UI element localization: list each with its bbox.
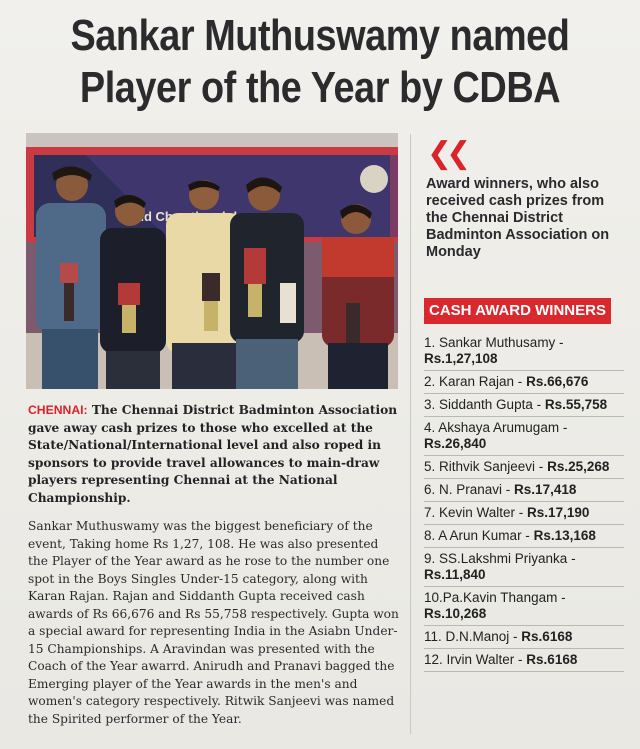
banner-text: Cha <box>155 209 181 224</box>
award-winners-photo <box>26 133 398 389</box>
winner-name: 1. Sankar Muthusamy - <box>424 335 564 350</box>
photo-caption: Award winners, who also received cash prizes from the Chennai District Badminton Association on Monday <box>426 176 610 260</box>
winner-amount: Rs.55,758 <box>544 397 608 412</box>
list-item <box>424 626 624 649</box>
cash-award-winners-header: CASH AWARD WINNERS <box>424 298 611 324</box>
winner-name: 4. Akshaya Arumugam - <box>424 420 568 435</box>
winner-name: 11. D.N.Manoj - <box>424 629 518 644</box>
list-item <box>424 371 624 394</box>
headline <box>45 10 595 114</box>
winner-amount: Rs.1,27,108 <box>424 351 498 366</box>
dateline: CHENNAI: <box>28 403 88 417</box>
article-body: Sankar Muthuswamy was the biggest beneficiary of the event, Taking home Rs 1,27, 108. He was also presented the Player of the Year award as he rose to the number one spot in the Boys Singles Under-15 category, along with Karan Rajan. Rajan and Siddanth Gupta received cash awards of Rs 66,676 and Rs 55,758 respectively. Gupta won a special award for representing India in the Asiabn Under-15 Championships. A Aravindan was presented with the Coach of the Year awarrd. Anirudh and Pranavi bagged the Emerging player of the Year awards in the men's and women's category respectively. Ritwik Sanjeevi was named the Spirited performer of the Year. <box>28 519 399 726</box>
list-item <box>424 479 624 502</box>
list-item <box>424 394 624 417</box>
winner-amount: Rs.66,676 <box>526 374 589 389</box>
winner-amount: Rs.13,168 <box>533 528 596 543</box>
list-item <box>424 502 624 525</box>
headline-line-1: Sankar Muthuswamy named <box>70 11 570 60</box>
winner-amount: Rs.17,418 <box>514 482 577 497</box>
list-item <box>424 649 624 672</box>
winner-amount: Rs.11,840 <box>424 567 486 582</box>
winner-name: 5. Rithvik Sanjeevi - <box>424 459 544 474</box>
list-item <box>424 456 624 479</box>
winner-name: 12. Irvin Walter - <box>424 652 523 667</box>
winner-name: 8. A Arun Kumar - <box>424 528 530 543</box>
headline-line-2: Player of the Year by CDBA <box>79 63 561 112</box>
lead-text: The Chennai District Badminton Association gave away cash prizes to those who excelled at the State/National/International level and also roped in sponsors to provide travel allowances to main-draw players representing Chennai at the National Championship. <box>28 403 398 505</box>
winner-amount: Rs.17,190 <box>527 505 590 520</box>
article-lead <box>28 402 400 507</box>
list-item <box>424 548 624 587</box>
list-item <box>424 417 624 456</box>
winner-amount: Rs.10,268 <box>424 606 487 621</box>
column-divider <box>410 134 411 734</box>
winner-amount: Rs.25,268 <box>547 459 610 474</box>
winner-amount: Rs.6168 <box>521 629 573 644</box>
winner-name: 2. Karan Rajan - <box>424 374 523 389</box>
winner-name: 9. SS.Lakshmi Priyanka - <box>424 551 576 566</box>
list-item <box>424 332 624 371</box>
double-left-chevron-icon: ❮❮ <box>427 136 466 171</box>
winner-name: 6. N. Pranavi - <box>424 482 511 497</box>
winner-name: 7. Kevin Walter - <box>424 505 524 520</box>
list-item <box>424 587 624 626</box>
winner-name: 10.Pa.Kavin Thangam - <box>424 590 566 605</box>
list-item <box>424 525 624 548</box>
winner-name: 3. Siddanth Gupta - <box>424 397 542 412</box>
winner-amount: Rs.26,840 <box>424 436 487 451</box>
winner-amount: Rs.6168 <box>526 652 578 667</box>
winners-list <box>424 332 624 672</box>
